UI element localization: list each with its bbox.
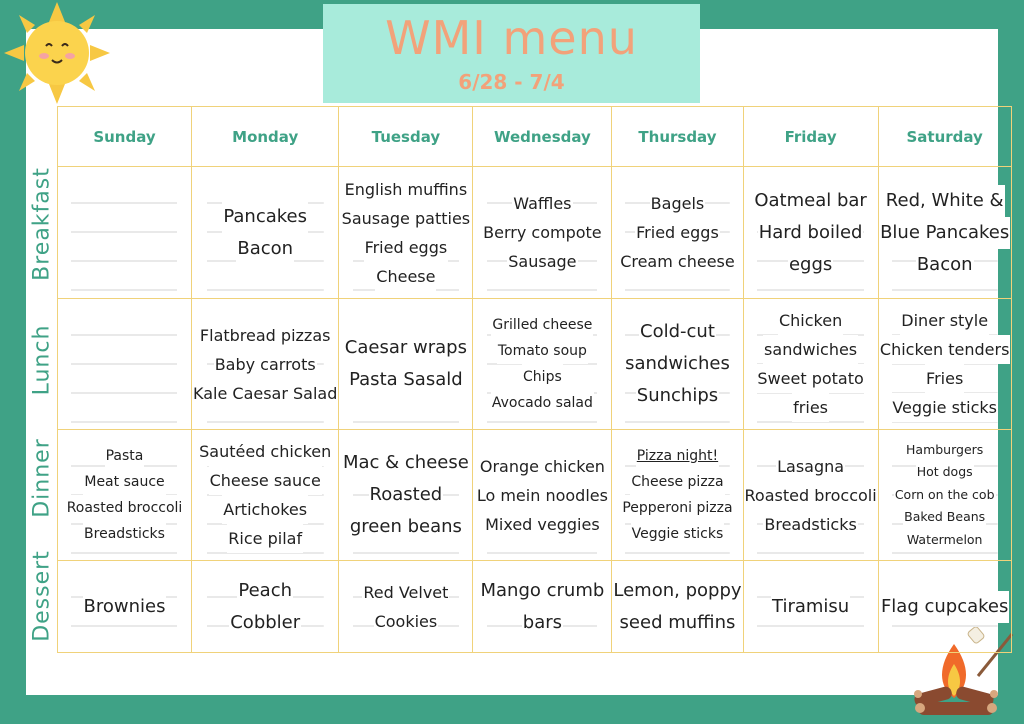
menu-table bbox=[57, 106, 1012, 653]
menu-cell-breakfast-monday bbox=[192, 167, 339, 299]
menu-title: WMI menu bbox=[385, 11, 638, 65]
menu-cell-lunch-saturday bbox=[878, 299, 1011, 430]
menu-item: Cheese pizza bbox=[630, 469, 724, 495]
menu-item: Breadsticks bbox=[763, 510, 857, 539]
menu-item: Pizza night! bbox=[636, 443, 719, 469]
menu-item: Pancakes bbox=[222, 201, 308, 233]
menu-item: Flag cupcakes bbox=[880, 591, 1009, 623]
menu-item: Lemon, poppy bbox=[612, 575, 742, 607]
menu-cell-dinner-wednesday bbox=[473, 430, 612, 561]
menu-item: Sweet potato bbox=[756, 364, 864, 393]
menu-item: Sausage bbox=[507, 247, 577, 276]
menu-item: Pasta bbox=[105, 443, 145, 469]
menu-cell-lunch-sunday bbox=[58, 299, 192, 430]
menu-item: Orange chicken bbox=[479, 452, 606, 481]
menu-item: English muffins bbox=[344, 175, 469, 204]
day-header-row bbox=[58, 107, 1012, 167]
menu-item: Pepperoni pizza bbox=[621, 495, 733, 521]
day-header-friday: Friday bbox=[743, 107, 878, 167]
meal-label-dessert: Dessert bbox=[29, 550, 55, 642]
menu-item: Roasted broccoli bbox=[66, 495, 184, 521]
menu-cell-breakfast-wednesday bbox=[473, 167, 612, 299]
menu-item: Veggie sticks bbox=[891, 393, 998, 422]
menu-item: Chicken tenders bbox=[879, 335, 1011, 364]
menu-item: eggs bbox=[788, 249, 833, 281]
menu-item: Baked Beans bbox=[903, 506, 986, 529]
menu-item: Hamburgers bbox=[905, 439, 984, 462]
day-header-tuesday: Tuesday bbox=[339, 107, 473, 167]
menu-cell-dessert-thursday bbox=[612, 561, 743, 653]
menu-cell-lunch-tuesday bbox=[339, 299, 473, 430]
meal-row-breakfast bbox=[58, 167, 1012, 299]
menu-item: Hard boiled bbox=[758, 217, 864, 249]
menu-item: Fried eggs bbox=[364, 233, 449, 262]
menu-cell-dessert-monday bbox=[192, 561, 339, 653]
menu-item: Waffles bbox=[512, 189, 572, 218]
title-box bbox=[323, 4, 700, 103]
menu-item: sandwiches bbox=[763, 335, 858, 364]
menu-cell-dessert-tuesday bbox=[339, 561, 473, 653]
menu-item: Sausage patties bbox=[341, 204, 471, 233]
menu-item: Pasta Sasald bbox=[348, 364, 464, 396]
menu-cell-dinner-tuesday bbox=[339, 430, 473, 561]
menu-item: Diner style bbox=[900, 306, 989, 335]
day-header-thursday: Thursday bbox=[612, 107, 743, 167]
menu-item: Cold-cut bbox=[639, 316, 716, 348]
menu-item: Grilled cheese bbox=[491, 312, 593, 338]
menu-item: Breadsticks bbox=[83, 521, 166, 547]
day-header-monday: Monday bbox=[192, 107, 339, 167]
menu-item: Berry compote bbox=[482, 218, 602, 247]
menu-item: Fries bbox=[925, 364, 964, 393]
meal-label-breakfast: Breakfast bbox=[29, 167, 55, 281]
menu-item: Tomato soup bbox=[497, 338, 588, 364]
menu-cell-lunch-thursday bbox=[612, 299, 743, 430]
menu-item: Chicken bbox=[778, 306, 843, 335]
meal-row-dinner bbox=[58, 430, 1012, 561]
menu-cell-breakfast-sunday bbox=[58, 167, 192, 299]
menu-cell-dinner-monday bbox=[192, 430, 339, 561]
menu-item: Chips bbox=[522, 364, 563, 390]
menu-cell-dessert-saturday bbox=[878, 561, 1011, 653]
menu-cell-dessert-sunday bbox=[58, 561, 192, 653]
menu-item: Roasted broccoli bbox=[744, 481, 878, 510]
menu-item: Veggie sticks bbox=[631, 521, 725, 547]
menu-cell-lunch-friday bbox=[743, 299, 878, 430]
menu-item: Cobbler bbox=[229, 607, 301, 639]
meal-label-lunch: Lunch bbox=[29, 324, 55, 396]
menu-cell-dinner-saturday bbox=[878, 430, 1011, 561]
meal-label-dinner: Dinner bbox=[29, 438, 55, 518]
menu-item: Cheese bbox=[375, 262, 436, 291]
menu-cell-breakfast-tuesday bbox=[339, 167, 473, 299]
menu-item: sandwiches bbox=[624, 348, 731, 380]
menu-cell-breakfast-saturday bbox=[878, 167, 1011, 299]
menu-item: Lo mein noodles bbox=[476, 481, 609, 510]
menu-cell-breakfast-thursday bbox=[612, 167, 743, 299]
day-header-saturday: Saturday bbox=[878, 107, 1011, 167]
menu-item: Roasted bbox=[369, 479, 444, 511]
menu-item: Mango crumb bbox=[479, 575, 605, 607]
menu-item: Hot dogs bbox=[916, 461, 974, 484]
menu-item: green beans bbox=[349, 511, 463, 543]
menu-item: Baby carrots bbox=[214, 350, 317, 379]
menu-cell-dessert-friday bbox=[743, 561, 878, 653]
menu-item: Avocado salad bbox=[491, 390, 594, 416]
menu-item: Oatmeal bar bbox=[753, 185, 867, 217]
menu-item: Kale Caesar Salad bbox=[192, 379, 338, 408]
menu-item: Bagels bbox=[650, 189, 706, 218]
menu-item: bars bbox=[522, 607, 563, 639]
menu-item: seed muffins bbox=[619, 607, 737, 639]
menu-item: Brownies bbox=[83, 591, 167, 623]
menu-item: Cookies bbox=[374, 607, 439, 636]
menu-item: Corn on the cob bbox=[894, 484, 996, 507]
menu-item: Bacon bbox=[916, 249, 974, 281]
menu-cell-breakfast-friday bbox=[743, 167, 878, 299]
menu-item: Cream cheese bbox=[619, 247, 736, 276]
menu-item: Watermelon bbox=[906, 529, 984, 552]
day-header-wednesday: Wednesday bbox=[473, 107, 612, 167]
menu-item: Rice pilaf bbox=[227, 524, 303, 553]
sun-icon bbox=[2, 0, 112, 106]
menu-item: Red, White & bbox=[885, 185, 1005, 217]
menu-item: Bacon bbox=[236, 233, 294, 265]
menu-item: Blue Pancakes bbox=[879, 217, 1010, 249]
menu-item: Red Velvet bbox=[362, 578, 449, 607]
menu-item: Mixed veggies bbox=[484, 510, 601, 539]
menu-item: Cheese sauce bbox=[209, 466, 322, 495]
menu-item: Fried eggs bbox=[635, 218, 720, 247]
day-header-sunday: Sunday bbox=[58, 107, 192, 167]
meal-row-dessert bbox=[58, 561, 1012, 653]
menu-cell-dinner-friday bbox=[743, 430, 878, 561]
meal-row-lunch bbox=[58, 299, 1012, 430]
menu-item: Lasagna bbox=[776, 452, 845, 481]
menu-item: Caesar wraps bbox=[344, 332, 468, 364]
menu-item: Sunchips bbox=[636, 380, 719, 412]
menu-cell-dinner-sunday bbox=[58, 430, 192, 561]
menu-item: fries bbox=[792, 393, 829, 422]
menu-item: Flatbread pizzas bbox=[199, 321, 332, 350]
menu-item: Tiramisu bbox=[771, 591, 850, 623]
menu-item: Artichokes bbox=[222, 495, 308, 524]
menu-item: Mac & cheese bbox=[342, 447, 470, 479]
menu-cell-dessert-wednesday bbox=[473, 561, 612, 653]
menu-cell-dinner-thursday bbox=[612, 430, 743, 561]
menu-item: Sautéed chicken bbox=[198, 437, 332, 466]
menu-item: Meat sauce bbox=[83, 469, 165, 495]
menu-dates: 6/28 - 7/4 bbox=[458, 70, 565, 94]
menu-cell-lunch-monday bbox=[192, 299, 339, 430]
menu-cell-lunch-wednesday bbox=[473, 299, 612, 430]
menu-item: Peach bbox=[237, 575, 293, 607]
